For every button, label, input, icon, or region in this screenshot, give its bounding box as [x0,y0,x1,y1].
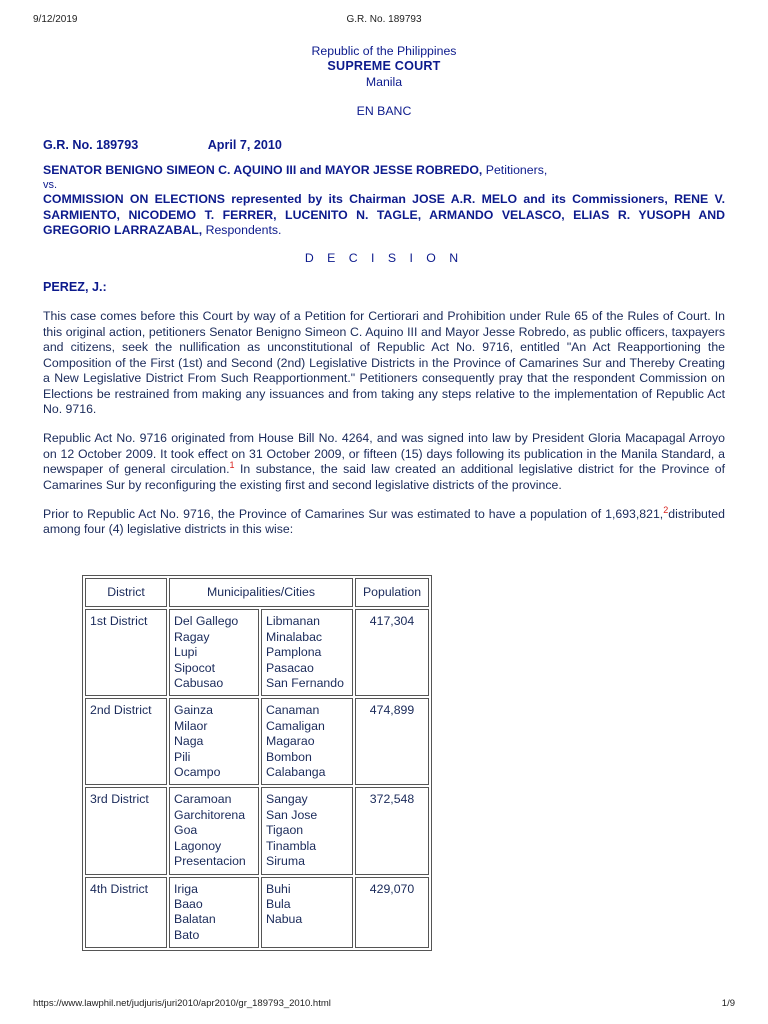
district-name: 3rd District [85,787,167,874]
districts-table [82,575,432,951]
municipality: Naga [174,734,204,749]
district-name: 4th District [85,877,167,949]
district-name: 2nd District [85,698,167,785]
municipalities-col-2 [261,698,353,785]
paragraph-3-text-a: Prior to Republic Act No. 9716, the Province of Camarines Sur was estimated to have a population of 1,693,821, [43,506,664,521]
page-number: 1/9 [721,998,735,1009]
municipality: Libmanan [266,614,321,629]
municipality: Canaman [266,703,320,718]
municipality: Ragay [174,629,210,644]
population-value: 372,548 [355,787,429,874]
respondents [43,192,725,238]
paragraph-2-text-a: Republic Act No. 9716 originated from House Bill No. 4264, and was signed into law by President Gloria Macapagal Arroyo on 12 October 2009. It took effect on 31 October 2009, or fifteen (15) days following its publication in the Manila Standard, a newspaper of general circulation. [43,431,725,477]
municipality: Baao [174,896,203,911]
header-population: Population [355,578,429,607]
municipality: Del Gallego [174,614,239,629]
paragraph-2 [43,431,725,493]
municipalities-col-1 [169,877,259,949]
municipality: Magarao [266,734,315,749]
municipality: Pasacao [266,660,314,675]
source-url[interactable]: https://www.lawphil.net/judjuris/juri2010/apr2010/gr_189793_2010.html [33,998,331,1009]
municipality: Ocampo [174,765,221,780]
municipality: Sangay [266,792,308,807]
petitioners-role: Petitioners, [482,163,548,178]
municipality: Nabua [266,912,303,927]
municipality: Camaligan [266,718,325,733]
municipalities-col-2 [261,877,353,949]
print-title: G.R. No. 189793 [346,14,422,25]
parties-block [43,163,725,239]
supreme-court-line: SUPREME COURT [327,59,441,74]
municipality: Bombon [266,749,312,764]
district-name: 1st District [85,609,167,696]
court-heading [43,44,725,90]
municipality: Garchitorena [174,807,246,822]
municipality: Siruma [266,854,305,869]
table-row [85,787,429,874]
municipality: Bato [174,927,200,942]
municipality: Tigaon [266,823,304,838]
case-number-line [43,138,725,153]
municipality: Lagonoy [174,838,222,853]
paragraph-1: This case comes before this Court by way of a Petition for Certiorari and Prohibition under Rule 65 of the Rules of Court. In this original action, petitioners Senator Benigno Simeon C. Aquino III and Mayor Jesse Robredo, as public officers, taxpayers and citizens, seek the nullification as unconstitutional of Republic Act No. 9716, entitled "An Act Reapportioning the Composition of the First (1st) and Second (2nd) Legislative Districts in the Province of Camarines Sur and Thereby Creating a New Legislative District From Such Reapportionment." Petitioners consequently pray that the respondent Commission on Elections be restrained from making any issuances and from taking any steps relative to the implementation of Republic Act No. 9716. [43,309,725,416]
petitioners [43,163,725,178]
population-value: 429,070 [355,877,429,949]
municipality: Milaor [174,718,208,733]
municipality: Bula [266,896,291,911]
municipalities-col-2 [261,787,353,874]
municipality: Gainza [174,703,213,718]
municipality: Goa [174,823,198,838]
table-header-row [85,578,429,607]
respondents-role: Respondents. [202,223,282,238]
city-line: Manila [365,74,403,89]
municipalities-col-1 [169,787,259,874]
municipality: Balatan [174,912,216,927]
municipality: Presentacion [174,854,246,869]
versus: vs. [43,179,58,192]
municipality: Lupi [174,645,198,660]
municipality: Caramoan [174,792,232,807]
table-row [85,698,429,785]
municipality: Iriga [174,881,198,896]
municipalities-col-2 [261,609,353,696]
municipality: San Jose [266,807,318,822]
municipality: Calabanga [266,765,326,780]
respondents-names: COMMISSION ON ELECTIONS represented by its Chairman JOSE A.R. MELO and its Commissioners, RENE V. SARMIENTO, NICODEMO T. FERRER, LUCENITO N. TAGLE, ARMANDO VELASCO, ELIAS R. YUSOPH AND GREGORIO LARRAZABAL, [43,192,725,238]
ponente: PEREZ, J.: [43,280,107,295]
paragraph-2-text-b: In substance, the said law created an additional legislative district for the Province of Camarines Sur by reconfiguring the existing first and second legislative districts of the province. [43,462,725,492]
footnote-link-2[interactable]: 2 [663,504,669,515]
municipality: Buhi [266,881,291,896]
municipality: Sipocot [174,660,216,675]
paragraph-3-text-b: distributed among four (4) legislative districts in this wise: [43,506,725,537]
print-footer [0,992,768,1010]
petitioners-names: SENATOR BENIGNO SIMEON C. AQUINO III and MAYOR JESSE ROBREDO, [43,163,483,178]
republic-line: Republic of the Philippines [311,44,457,58]
municipality: Tinambla [266,838,317,853]
municipalities-col-1 [169,609,259,696]
print-date: 9/12/2019 [33,14,78,25]
municipalities-col-1 [169,698,259,785]
table-row [85,609,429,696]
en-banc-heading: EN BANC [356,104,412,119]
header-district: District [85,578,167,607]
population-value: 474,899 [355,698,429,785]
footnote-link-1[interactable]: 1 [229,460,235,471]
print-header [0,8,768,24]
document-body [43,44,725,538]
municipality: Pili [174,749,191,764]
population-value: 417,304 [355,609,429,696]
municipality: Pamplona [266,645,322,660]
municipality: Cabusao [174,676,224,691]
decision-heading: D E C I S I O N [304,250,464,265]
paragraph-3 [43,504,725,538]
gr-number: G.R. No. 189793 [43,137,139,152]
header-municipalities: Municipalities/Cities [169,578,353,607]
decision-date: April 7, 2010 [207,137,282,152]
table-row [85,877,429,949]
municipality: Minalabac [266,629,323,644]
municipality: San Fernando [266,676,344,691]
